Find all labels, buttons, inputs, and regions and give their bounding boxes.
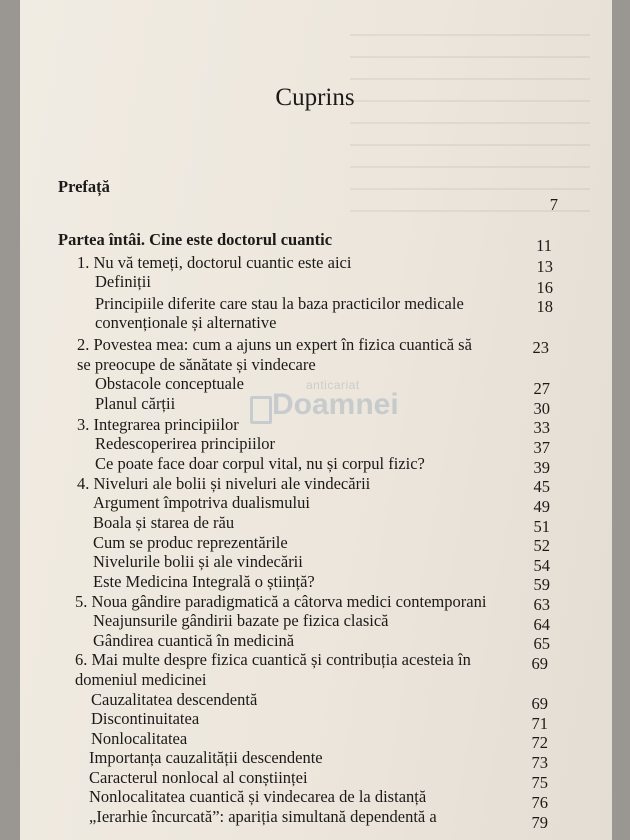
toc-entry: Importanța cauzalității descendente	[89, 748, 323, 767]
toc-entry: Planul cărții	[95, 394, 176, 413]
toc-entry-continued: convenționale și alternative	[95, 313, 277, 332]
toc-entry: Discontinuitatea	[91, 709, 200, 728]
toc-entry: Cum se produc reprezentările	[93, 533, 288, 552]
toc-page: 39	[533, 458, 550, 477]
toc-page: 33	[533, 418, 550, 437]
toc-page: 54	[533, 556, 550, 575]
toc-entry: Nivelurile bolii și ale vindecării	[93, 552, 303, 571]
toc-entry-chapter-5: 5. Noua gândire paradigmatică a câtorva medici contemporani	[75, 592, 487, 611]
toc-page: 11	[536, 236, 552, 255]
toc-entry: Redescoperirea principiilor	[95, 434, 276, 453]
toc-page: 18	[536, 297, 553, 316]
toc-entry: Boala și starea de rău	[93, 513, 235, 532]
toc-entry: Principiile diferite care stau la baza practicilor medicale	[95, 294, 464, 313]
toc-page: 79	[531, 813, 548, 832]
toc-page: 23	[532, 338, 549, 357]
watermark-small-text: anticariat	[306, 378, 360, 392]
toc-entry: Nonlocalitatea	[91, 729, 188, 748]
toc-page: 30	[533, 399, 550, 418]
toc-entry: Obstacole conceptuale	[95, 374, 244, 393]
toc-entry: Nonlocalitatea cuantică și vindecarea de la distanță	[89, 787, 427, 806]
toc-page: 37	[533, 438, 550, 457]
toc-entry-chapter-3: 3. Integrarea principiilor	[77, 415, 239, 434]
toc-page: 63	[533, 595, 550, 614]
toc-entry: Cauzalitatea descendentă	[91, 690, 258, 709]
toc-page: 7	[549, 195, 558, 214]
toc-entry: Gândirea cuantică în medicină	[93, 631, 295, 650]
toc-page: 45	[533, 477, 550, 496]
toc-page: 16	[536, 278, 553, 297]
toc-entry: Definiții	[95, 272, 151, 291]
toc-page: 59	[533, 575, 550, 594]
show-through	[350, 14, 590, 214]
toc-page: 73	[531, 753, 548, 772]
toc-page: 27	[533, 379, 550, 398]
toc-entry-chapter-6: 6. Mai multe despre fizica cuantică și contribuția acesteia în	[75, 650, 471, 669]
toc-page: 65	[533, 634, 550, 653]
toc-entry: Neajunsurile gândirii bazate pe fizica clasică	[93, 611, 389, 630]
toc-entry-part-one: Partea întâi. Cine este doctorul cuantic	[58, 230, 333, 249]
toc-entry: Este Medicina Integrală o știință?	[93, 572, 315, 591]
toc-entry-continued: domeniul medicinei	[75, 670, 207, 689]
page-title: Cuprins	[275, 84, 355, 111]
toc-entry-chapter-2: 2. Povestea mea: cum a ajuns un expert în fizica cuantică să	[77, 335, 472, 354]
toc-entry: „Ierarhie încurcată”: apariția simultană dependentă a	[89, 807, 437, 826]
toc-page: 52	[533, 536, 550, 555]
toc-entry: Ce poate face doar corpul vital, nu și corpul fizic?	[95, 454, 425, 473]
toc-page: 72	[531, 733, 548, 752]
toc-page: 75	[531, 773, 548, 792]
toc-entry-prefata: Prefață	[58, 177, 110, 196]
toc-entry-chapter-1: 1. Nu vă temeți, doctorul cuantic este aici	[77, 253, 352, 272]
toc-page: 76	[531, 793, 548, 812]
toc-entry-continued: se preocupe de sănătate și vindecare	[77, 355, 316, 374]
toc-page: 71	[531, 714, 548, 733]
toc-page: 69	[531, 694, 548, 713]
watermark-big-text: Doamnei	[272, 388, 399, 421]
toc-page: 64	[533, 615, 550, 634]
toc-page: 69	[531, 654, 548, 673]
toc-entry-chapter-4: 4. Niveluri ale bolii și niveluri ale vindecării	[77, 474, 371, 493]
toc-entry: Argument împotriva dualismului	[93, 493, 310, 512]
toc-page: 51	[533, 517, 550, 536]
toc-entry: Caracterul nonlocal al conștiinței	[89, 768, 308, 787]
toc-page: 49	[533, 497, 550, 516]
toc-page: 13	[536, 257, 553, 276]
